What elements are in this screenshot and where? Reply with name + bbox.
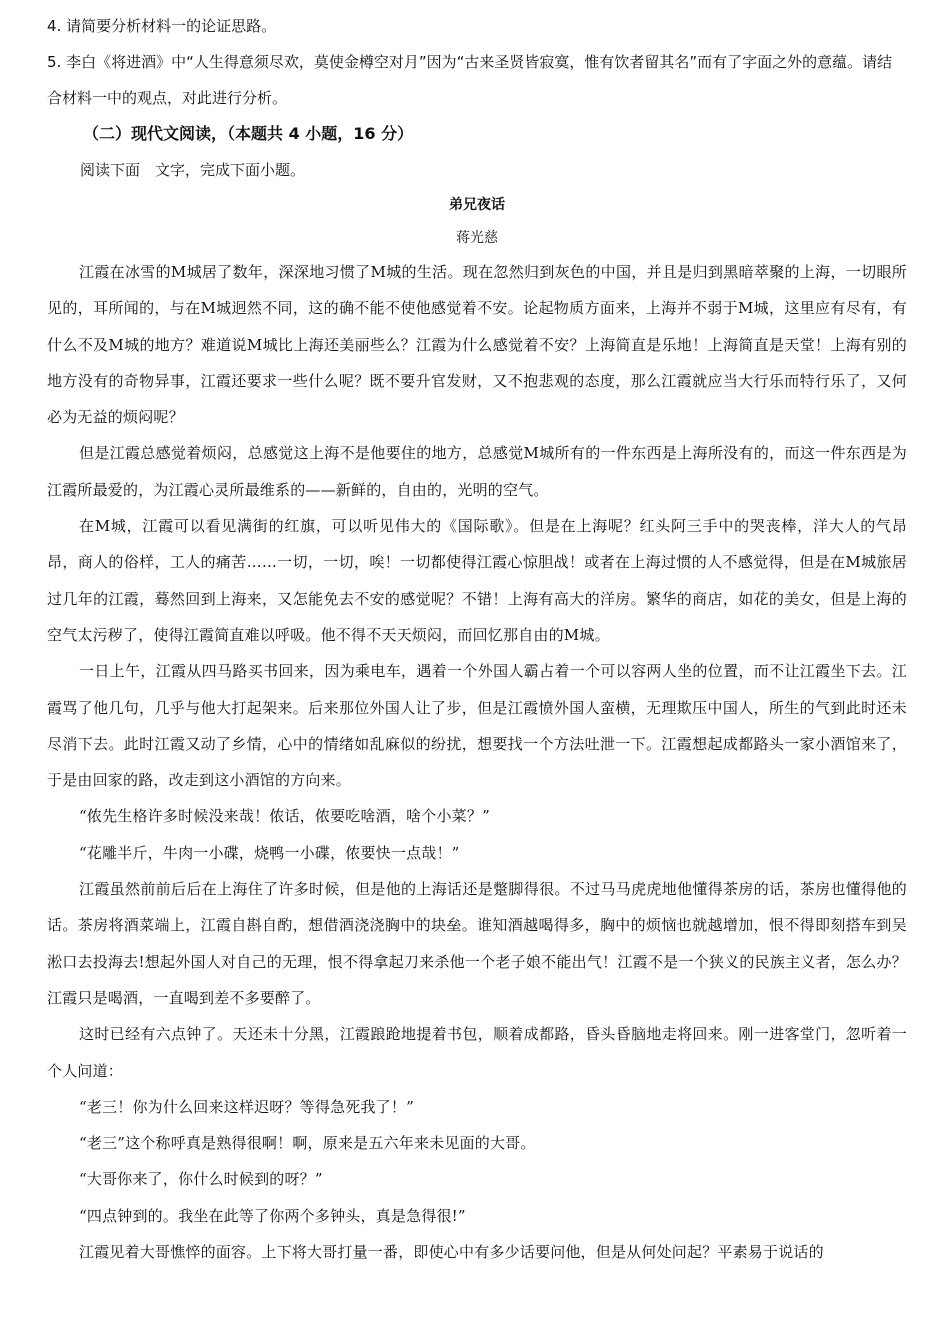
article-paragraph-6: 这时已经有六点钟了。天还未十分黑，江霞踉跄地提着书包，顺着成都路，昏头昏脑地走将回来。刚一进客堂门，忽听着一个人问道： xyxy=(47,1025,907,1080)
article-paragraph-1: 江霞在冰雪的M城居了数年，深深地习惯了M城的生活。现在忽然归到灰色的中国，并且是归到黑暗萃聚的上海，一切眼所见的，耳所闻的，与在M城迥然不同，这的确不能不使他感觉着不安。论起物质方面来，上海并不弱于M城，这里应有尽有，有什么不及M城的地方？难道说M城比上海还美丽些么？江霞为什么感觉着不安？上海简直是乐地！上海简直是天堂！上海有别的地方没有的奇物异事，江霞还要求一些什么呢？既不要升官发财，又不抱悲观的态度，那么江霞就应当大行乐而特行乐了，又何必为无益的烦闷呢？ xyxy=(47,263,907,427)
question-5: 5. 李白《将进酒》中“人生得意须尽欢，莫使金樽空对月”因为“古来圣贤皆寂寞，惟有饮者留其名”而有了字面之外的意蕴。请结合材料一中的观点，对此进行分析。 xyxy=(47,53,893,107)
article-title: 弟兄夜话 xyxy=(449,197,505,213)
dialog-line-3: “老三！你为什么回来这样迟呀？等得急死我了！” xyxy=(79,1097,414,1116)
question-4: 4. 请简要分析材料一的论证思路。 xyxy=(47,17,277,35)
dialog-line-5: “大哥你来了，你什么时候到的呀？” xyxy=(79,1170,323,1189)
article-paragraph-4: 一日上午，江霞从四马路买书回来，因为乘电车，遇着一个外国人霸占着一个可以容两人坐的位置，而不让江霞坐下去。江霞骂了他几句，几乎与他大打起架来。后来那位外国人让了步，但是江霞愤外国人蛮横，无理欺压中国人，所生的气到此时还未尽消下去。此时江霞又动了乡情，心中的情绪如乱麻似的纷扰，想要找一个方法吐泄一下。江霞想起成都路头一家小酒馆来了，于是由回家的路，改走到这小酒馆的方向来。 xyxy=(47,662,907,790)
dialog-line-1: “侬先生格许多时候没来哉！侬话，侬要吃啥酒，啥个小菜？” xyxy=(79,807,490,826)
article-paragraph-5: 江霞虽然前前后后在上海住了许多时候，但是他的上海话还是蹩脚得很。不过马马虎虎地他懂得茶房的话，茶房也懂得他的话。茶房将酒菜端上，江霞自斟自酌，想借酒浇浇胸中的块垒。谁知酒越喝得多，胸中的烦恼也就越增加，恨不得即刻搭车到吴淞口去投海去!想起外国人对自己的无理，恨不得拿起刀来杀他一个老子娘不能出气！江霞不是一个狭义的民族主义者，怎么办？江霞只是喝酒，一直喝到差不多要醉了。 xyxy=(47,880,907,1007)
reading-instruction: 阅读下面 文字，完成下面小题。 xyxy=(80,161,306,179)
dialog-line-4: “老三”这个称呼真是熟得很啊！啊，原来是五六年来未见面的大哥。 xyxy=(79,1134,536,1153)
document-page xyxy=(47,8,907,1270)
dialog-line-6: “四点钟到的。我坐在此等了你两个多钟头，真是急得很!” xyxy=(79,1206,466,1225)
section-heading: （二）现代文阅读，（本题共 4 小题，16 分） xyxy=(83,124,414,143)
article-paragraph-3: 在M城，江霞可以看见满街的红旗，可以听见伟大的《国际歌》。但是在上海呢？红头阿三手中的哭丧棒，洋大人的气昂昂，商人的俗样，工人的痛苦……一切，一切，唉！一切都使得江霞心惊胆战！或者在上海过惯的人不感觉得，但是在M城旅居过几年的江霞，蓦然回到上海来，又怎能免去不安的感觉呢？不错！上海有高大的洋房。繁华的商店，如花的美女，但是上海的空气太污秽了，使得江霞简直难以呼吸。他不得不天天烦闷，而回忆那自由的M城。 xyxy=(47,517,907,644)
article-author: 蒋光慈 xyxy=(456,230,498,246)
article-paragraph-2: 但是江霞总感觉着烦闷，总感觉这上海不是他要住的地方，总感觉M城所有的一件东西是上海所没有的，而这一件东西是为江霞所最爱的，为江霞心灵所最维系的——新鲜的，自由的，光明的空气。 xyxy=(47,444,907,499)
dialog-line-2: “花雕半斤，牛肉一小碟，烧鸭一小碟，侬要快一点哉！” xyxy=(79,843,460,862)
article-paragraph-7: 江霞见着大哥憔悴的面容。上下将大哥打量一番，即使心中有多少话要问他，但是从何处问起？平素易于说话的 xyxy=(79,1243,824,1262)
